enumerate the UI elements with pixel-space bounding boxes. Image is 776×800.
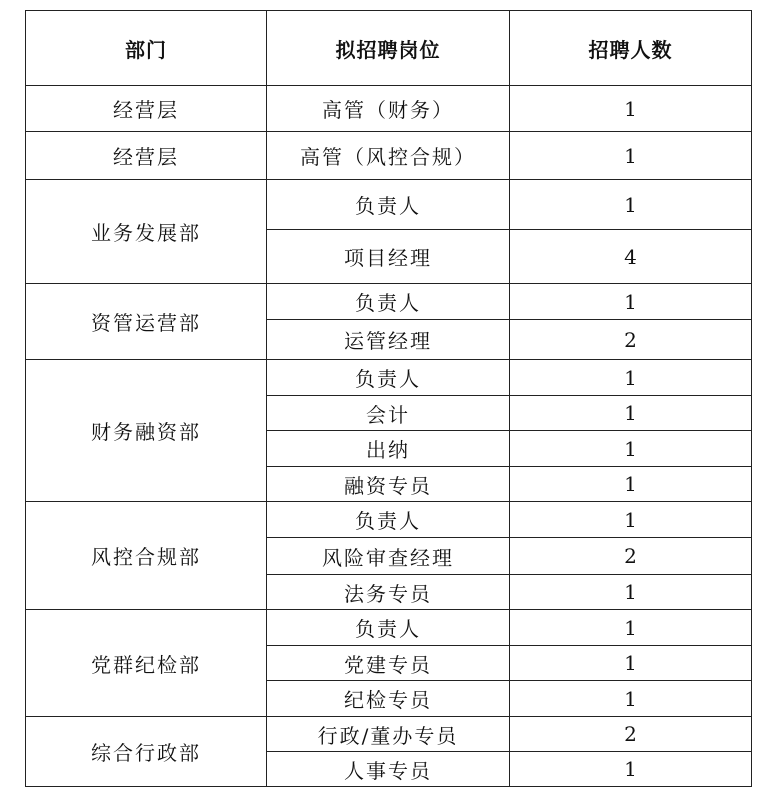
table-row: [26, 717, 752, 752]
dept-cell: 财务融资部: [26, 360, 267, 502]
table-row: [26, 284, 752, 320]
count-cell: 1: [510, 752, 752, 787]
position-cell: 出纳: [267, 431, 510, 467]
table-row: [26, 502, 752, 538]
count-cell: 2: [510, 538, 752, 575]
position-cell: 会计: [267, 396, 510, 431]
position-cell: 高管（财务）: [267, 86, 510, 132]
dept-cell: 党群纪检部: [26, 610, 267, 717]
dept-cell: 综合行政部: [26, 717, 267, 787]
position-cell: 高管（风控合规）: [267, 132, 510, 180]
count-cell: 1: [510, 86, 752, 132]
position-cell: 项目经理: [267, 230, 510, 284]
count-cell: 4: [510, 230, 752, 284]
position-cell: 行政/董办专员: [267, 717, 510, 752]
dept-cell: 业务发展部: [26, 180, 267, 284]
count-cell: 1: [510, 284, 752, 320]
count-cell: 1: [510, 180, 752, 230]
position-cell: 党建专员: [267, 646, 510, 681]
count-cell: 1: [510, 575, 752, 610]
header-position: 拟招聘岗位: [267, 11, 510, 86]
header-count: 招聘人数: [510, 11, 752, 86]
dept-cell: 资管运营部: [26, 284, 267, 360]
count-cell: 1: [510, 610, 752, 646]
header-dept: 部门: [26, 11, 267, 86]
position-cell: 负责人: [267, 610, 510, 646]
header-row: [26, 11, 752, 86]
position-cell: 负责人: [267, 180, 510, 230]
count-cell: 1: [510, 396, 752, 431]
count-cell: 1: [510, 132, 752, 180]
table-row: [26, 86, 752, 132]
position-cell: 负责人: [267, 360, 510, 396]
position-cell: 风险审查经理: [267, 538, 510, 575]
position-cell: 融资专员: [267, 467, 510, 502]
position-cell: 运管经理: [267, 320, 510, 360]
table-row: [26, 180, 752, 230]
position-cell: 纪检专员: [267, 681, 510, 717]
table-row: [26, 610, 752, 646]
position-cell: 负责人: [267, 502, 510, 538]
dept-cell: 经营层: [26, 132, 267, 180]
position-cell: 法务专员: [267, 575, 510, 610]
count-cell: 1: [510, 431, 752, 467]
table-row: [26, 132, 752, 180]
count-cell: 1: [510, 360, 752, 396]
count-cell: 1: [510, 646, 752, 681]
position-cell: 人事专员: [267, 752, 510, 787]
dept-cell: 风控合规部: [26, 502, 267, 610]
table-row: [26, 360, 752, 396]
count-cell: 1: [510, 681, 752, 717]
count-cell: 1: [510, 467, 752, 502]
dept-cell: 经营层: [26, 86, 267, 132]
count-cell: 1: [510, 502, 752, 538]
count-cell: 2: [510, 320, 752, 360]
recruitment-table: [25, 10, 752, 787]
count-cell: 2: [510, 717, 752, 752]
position-cell: 负责人: [267, 284, 510, 320]
